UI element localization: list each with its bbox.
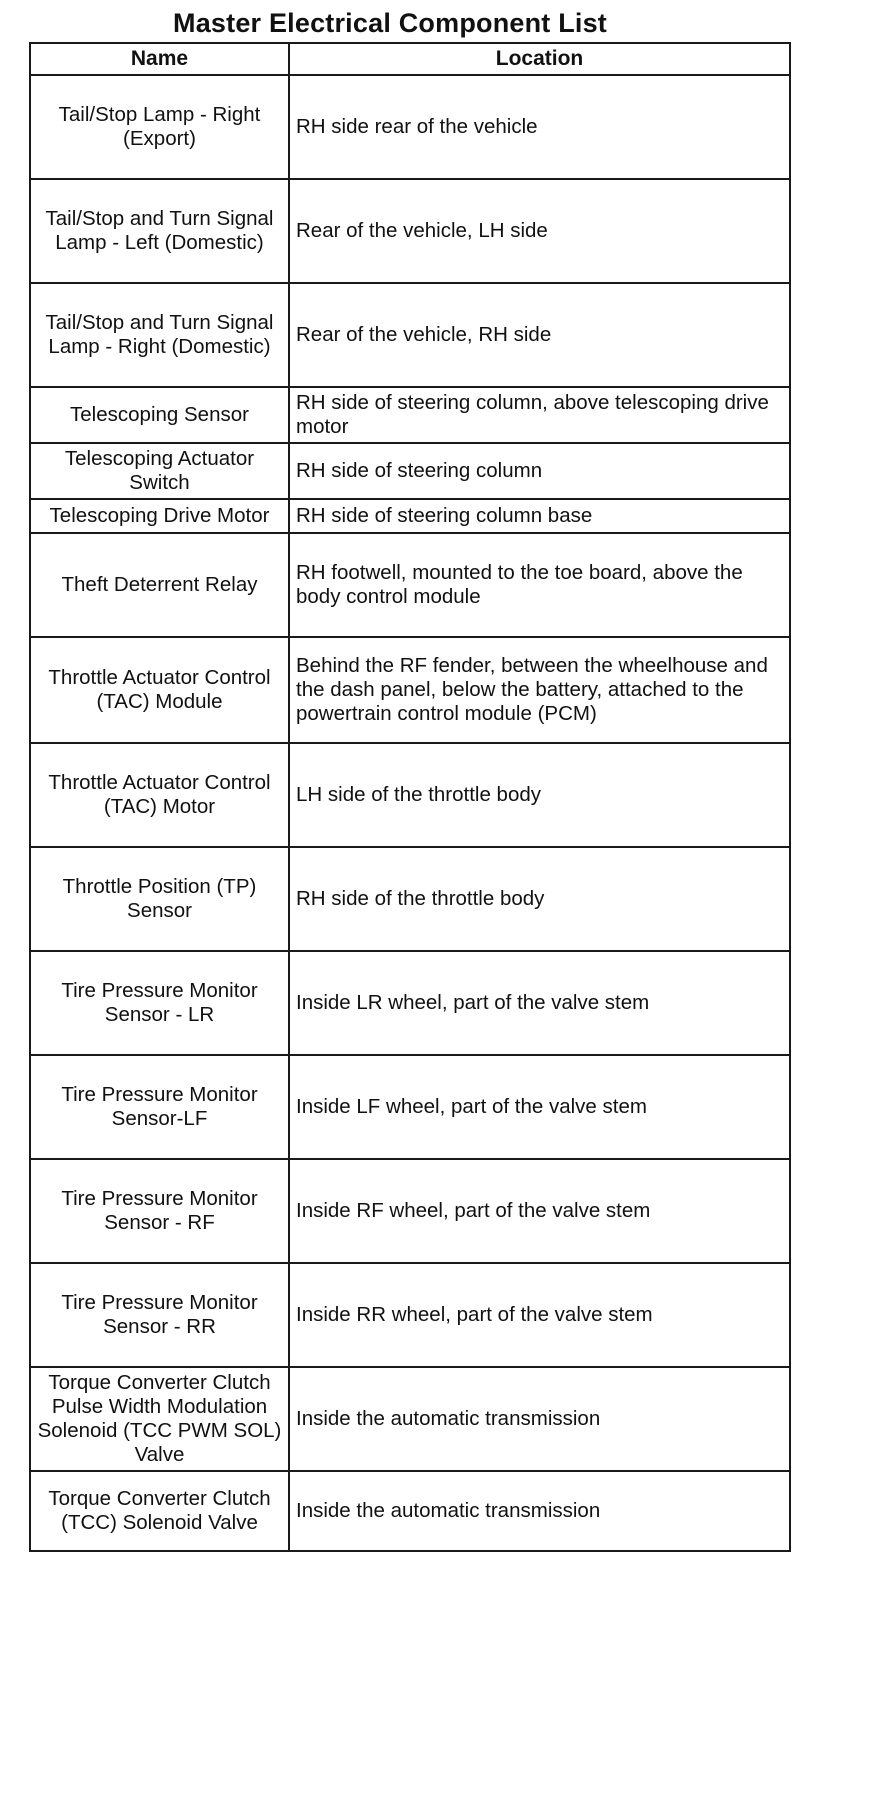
component-name: Telescoping Actuator Switch xyxy=(30,443,289,499)
component-location: RH footwell, mounted to the toe board, above the body control module xyxy=(289,533,790,637)
component-location: Behind the RF fender, between the wheelhouse and the dash panel, below the battery, attached to the powertrain control module (PCM) xyxy=(289,637,790,743)
component-location: Rear of the vehicle, LH side xyxy=(289,179,790,283)
table-row xyxy=(30,283,790,387)
component-location: RH side of the throttle body xyxy=(289,847,790,951)
component-name: Tail/Stop and Turn Signal Lamp - Left (Domestic) xyxy=(30,179,289,283)
table-row xyxy=(30,1159,790,1263)
component-name: Throttle Actuator Control (TAC) Module xyxy=(30,637,289,743)
component-name: Tire Pressure Monitor Sensor-LF xyxy=(30,1055,289,1159)
table-row xyxy=(30,1055,790,1159)
table-row xyxy=(30,75,790,179)
table-row xyxy=(30,443,790,499)
component-location: Rear of the vehicle, RH side xyxy=(289,283,790,387)
component-location: Inside LR wheel, part of the valve stem xyxy=(289,951,790,1055)
component-location: RH side rear of the vehicle xyxy=(289,75,790,179)
component-name: Tire Pressure Monitor Sensor - RF xyxy=(30,1159,289,1263)
table-row xyxy=(30,533,790,637)
table-row xyxy=(30,387,790,443)
component-location: Inside the automatic transmission xyxy=(289,1367,790,1471)
table-row xyxy=(30,743,790,847)
location-column-header: Location xyxy=(289,43,790,75)
component-name: Tail/Stop Lamp - Right (Export) xyxy=(30,75,289,179)
component-location: RH side of steering column, above telescoping drive motor xyxy=(289,387,790,443)
component-name: Torque Converter Clutch Pulse Width Modulation Solenoid (TCC PWM SOL) Valve xyxy=(30,1367,289,1471)
header-row xyxy=(30,43,790,75)
table-row xyxy=(30,637,790,743)
component-location: LH side of the throttle body xyxy=(289,743,790,847)
component-name: Tail/Stop and Turn Signal Lamp - Right (Domestic) xyxy=(30,283,289,387)
page-title: Master Electrical Component List xyxy=(173,8,607,38)
component-name: Tire Pressure Monitor Sensor - LR xyxy=(30,951,289,1055)
table-row xyxy=(30,1471,790,1551)
component-table xyxy=(29,42,791,1552)
component-location: RH side of steering column base xyxy=(289,499,790,533)
component-name: Throttle Actuator Control (TAC) Motor xyxy=(30,743,289,847)
table-row xyxy=(30,1367,790,1471)
component-name: Theft Deterrent Relay xyxy=(30,533,289,637)
table-row xyxy=(30,951,790,1055)
table-row xyxy=(30,499,790,533)
component-location: RH side of steering column xyxy=(289,443,790,499)
table-row xyxy=(30,847,790,951)
table-row xyxy=(30,1263,790,1367)
component-name: Telescoping Sensor xyxy=(30,387,289,443)
component-name: Tire Pressure Monitor Sensor - RR xyxy=(30,1263,289,1367)
component-name: Telescoping Drive Motor xyxy=(30,499,289,533)
component-location: Inside the automatic transmission xyxy=(289,1471,790,1551)
table-row xyxy=(30,179,790,283)
name-column-header: Name xyxy=(30,43,289,75)
component-name: Throttle Position (TP) Sensor xyxy=(30,847,289,951)
component-location: Inside LF wheel, part of the valve stem xyxy=(289,1055,790,1159)
component-location: Inside RF wheel, part of the valve stem xyxy=(289,1159,790,1263)
component-location: Inside RR wheel, part of the valve stem xyxy=(289,1263,790,1367)
component-name: Torque Converter Clutch (TCC) Solenoid Valve xyxy=(30,1471,289,1551)
